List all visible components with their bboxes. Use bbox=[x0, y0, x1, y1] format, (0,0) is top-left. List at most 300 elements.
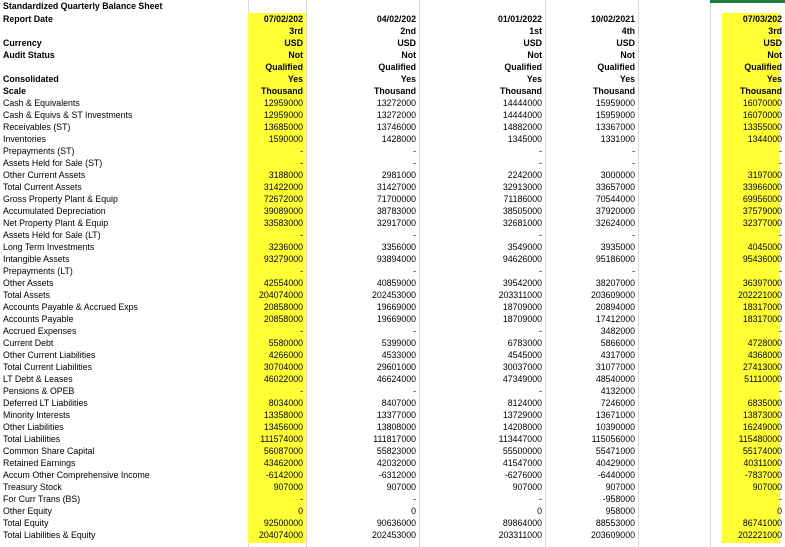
value-cell[interactable]: 8034000 bbox=[268, 398, 303, 408]
value-cell[interactable]: Thousand bbox=[739, 86, 782, 96]
value-cell[interactable]: 14444000 bbox=[502, 110, 542, 120]
value-cell[interactable]: 93279000 bbox=[263, 254, 303, 264]
value-cell[interactable]: 10390000 bbox=[595, 422, 635, 432]
data-row bbox=[0, 157, 785, 169]
row-label-accounts-payable[interactable]: Accounts Payable bbox=[3, 314, 74, 324]
value-cell[interactable]: 3356000 bbox=[381, 242, 416, 252]
row-label-prepayments-lt[interactable]: Prepayments (LT) bbox=[3, 266, 73, 276]
value-cell[interactable]: - bbox=[632, 266, 635, 276]
value-cell[interactable]: - bbox=[779, 230, 782, 240]
value-cell[interactable]: 3000000 bbox=[600, 170, 635, 180]
row-label-intangible-assets[interactable]: Intangible Assets bbox=[3, 254, 70, 264]
value-cell[interactable]: 202221000 bbox=[737, 290, 782, 300]
value-cell[interactable]: Yes bbox=[526, 74, 542, 84]
value-cell[interactable]: 13729000 bbox=[502, 410, 542, 420]
row-label-other-equity[interactable]: Other Equity bbox=[3, 506, 52, 516]
value-cell[interactable]: 13746000 bbox=[376, 122, 416, 132]
row-label-prepayments-st[interactable]: Prepayments (ST) bbox=[3, 146, 75, 156]
value-cell[interactable]: 13873000 bbox=[742, 410, 782, 420]
value-cell[interactable]: 14444000 bbox=[502, 98, 542, 108]
value-cell[interactable]: - bbox=[413, 158, 416, 168]
data-row bbox=[0, 385, 785, 397]
value-cell[interactable]: 41547000 bbox=[502, 458, 542, 468]
row-label-inventories[interactable]: Inventories bbox=[3, 134, 47, 144]
value-cell[interactable]: -6142000 bbox=[265, 470, 303, 480]
data-row bbox=[0, 373, 785, 385]
value-cell[interactable]: 94626000 bbox=[502, 254, 542, 264]
value-cell[interactable]: 51110000 bbox=[744, 374, 782, 384]
value-cell[interactable]: 95436000 bbox=[742, 254, 782, 264]
value-cell[interactable]: 29601000 bbox=[376, 362, 416, 372]
value-cell[interactable]: - bbox=[300, 266, 303, 276]
value-cell[interactable]: 04/02/202 bbox=[376, 14, 416, 24]
value-cell[interactable]: Not bbox=[620, 50, 635, 60]
value-cell[interactable]: 3rd bbox=[768, 26, 782, 36]
value-cell[interactable]: 14208000 bbox=[502, 422, 542, 432]
value-cell[interactable]: - bbox=[779, 266, 782, 276]
value-cell[interactable]: 33657000 bbox=[595, 182, 635, 192]
value-cell[interactable]: 907000 bbox=[273, 482, 303, 492]
value-cell[interactable]: 111574000 bbox=[260, 434, 303, 444]
data-row bbox=[0, 337, 785, 349]
header-row bbox=[0, 85, 785, 97]
row-label-scale[interactable]: Scale bbox=[3, 86, 26, 96]
value-cell[interactable]: 71186000 bbox=[503, 194, 542, 204]
value-cell[interactable]: 40859000 bbox=[376, 278, 416, 288]
value-cell[interactable]: 32917000 bbox=[376, 218, 416, 228]
value-cell[interactable]: 907000 bbox=[605, 482, 635, 492]
data-row bbox=[0, 349, 785, 361]
value-cell[interactable]: 4th bbox=[621, 26, 635, 36]
data-row bbox=[0, 253, 785, 265]
value-cell[interactable]: 4728000 bbox=[747, 338, 782, 348]
value-cell[interactable]: 92500000 bbox=[263, 518, 303, 528]
value-cell[interactable]: - bbox=[300, 386, 303, 396]
value-cell[interactable]: 4266000 bbox=[268, 350, 303, 360]
value-cell[interactable]: - bbox=[300, 146, 303, 156]
data-row bbox=[0, 457, 785, 469]
value-cell[interactable]: 30037000 bbox=[502, 362, 542, 372]
value-cell[interactable]: - bbox=[413, 386, 416, 396]
value-cell[interactable]: - bbox=[413, 326, 416, 336]
value-cell[interactable]: - bbox=[300, 158, 303, 168]
value-cell[interactable]: 14882000 bbox=[502, 122, 542, 132]
header-row bbox=[0, 73, 785, 85]
value-cell[interactable]: 4368000 bbox=[747, 350, 782, 360]
value-cell[interactable]: 13272000 bbox=[376, 110, 416, 120]
value-cell[interactable]: 15959000 bbox=[595, 98, 635, 108]
value-cell[interactable]: 0 bbox=[298, 506, 303, 516]
value-cell[interactable]: -6276000 bbox=[504, 470, 542, 480]
data-row bbox=[0, 217, 785, 229]
data-row bbox=[0, 277, 785, 289]
value-cell[interactable]: 16249000 bbox=[742, 422, 782, 432]
data-row bbox=[0, 301, 785, 313]
value-cell[interactable]: - bbox=[539, 266, 542, 276]
value-cell[interactable]: 56087000 bbox=[263, 446, 303, 456]
data-row bbox=[0, 229, 785, 241]
value-cell[interactable]: 3549000 bbox=[507, 242, 542, 252]
value-cell[interactable]: Yes bbox=[619, 74, 635, 84]
value-cell[interactable]: 4533000 bbox=[381, 350, 416, 360]
value-cell[interactable]: 12959000 bbox=[263, 98, 303, 108]
value-cell[interactable]: - bbox=[632, 158, 635, 168]
value-cell[interactable]: 70544000 bbox=[595, 194, 635, 204]
value-cell[interactable]: 7246000 bbox=[600, 398, 635, 408]
row-label-assets-held-for-sale-lt[interactable]: Assets Held for Sale (LT) bbox=[3, 230, 101, 240]
value-cell[interactable]: 18709000 bbox=[502, 302, 542, 312]
value-cell[interactable]: Qualified bbox=[504, 62, 542, 72]
row-label-other-liabilities[interactable]: Other Liabilities bbox=[3, 422, 64, 432]
value-cell[interactable]: 37579000 bbox=[742, 206, 782, 216]
row-label-cash-equivs-st-investments[interactable]: Cash & Equivs & ST Investments bbox=[3, 110, 133, 120]
value-cell[interactable]: - bbox=[300, 230, 303, 240]
value-cell[interactable]: 115056000 bbox=[591, 434, 635, 444]
value-cell[interactable]: 32681000 bbox=[502, 218, 542, 228]
value-cell[interactable]: 71700000 bbox=[376, 194, 416, 204]
value-cell[interactable]: - bbox=[539, 326, 542, 336]
row-label-cash-equivalents[interactable]: Cash & Equivalents bbox=[3, 98, 80, 108]
data-row bbox=[0, 121, 785, 133]
data-row bbox=[0, 493, 785, 505]
value-cell[interactable]: 1345000 bbox=[507, 134, 542, 144]
value-cell[interactable]: 115480000 bbox=[738, 434, 782, 444]
value-cell[interactable]: 13377000 bbox=[376, 410, 416, 420]
value-cell[interactable]: 1344000 bbox=[747, 134, 782, 144]
value-cell[interactable]: 203609000 bbox=[590, 530, 635, 540]
value-cell[interactable]: - bbox=[539, 386, 542, 396]
value-cell[interactable]: - bbox=[300, 494, 303, 504]
value-cell[interactable]: -6312000 bbox=[378, 470, 416, 480]
row-label-long-term-investments[interactable]: Long Term Investments bbox=[3, 242, 95, 252]
value-cell[interactable]: 111817000 bbox=[373, 434, 416, 444]
value-cell[interactable]: 4045000 bbox=[747, 242, 782, 252]
value-cell[interactable]: 202453000 bbox=[371, 530, 416, 540]
value-cell[interactable]: Qualified bbox=[378, 62, 416, 72]
data-row bbox=[0, 481, 785, 493]
value-cell[interactable]: - bbox=[632, 230, 635, 240]
value-cell[interactable]: 07/02/202 bbox=[263, 14, 303, 24]
value-cell[interactable]: 113447000 bbox=[498, 434, 542, 444]
value-cell[interactable]: - bbox=[539, 494, 542, 504]
row-label-consolidated[interactable]: Consolidated bbox=[3, 74, 59, 84]
value-cell[interactable]: 6783000 bbox=[507, 338, 542, 348]
value-cell[interactable]: 27413000 bbox=[742, 362, 782, 372]
row-label-deferred-lt-liabilities[interactable]: Deferred LT Liabilities bbox=[3, 398, 88, 408]
value-cell[interactable]: 90636000 bbox=[376, 518, 416, 528]
value-cell[interactable]: 42032000 bbox=[376, 458, 416, 468]
value-cell[interactable]: 5580000 bbox=[268, 338, 303, 348]
value-cell[interactable]: - bbox=[779, 146, 782, 156]
row-label-total-liabilities[interactable]: Total Liabilities bbox=[3, 434, 61, 444]
value-cell[interactable]: 5866000 bbox=[600, 338, 635, 348]
value-cell[interactable]: 203311000 bbox=[498, 530, 542, 540]
value-cell[interactable]: USD bbox=[397, 38, 416, 48]
value-cell[interactable]: 13355000 bbox=[742, 122, 782, 132]
value-cell[interactable]: 907000 bbox=[752, 482, 782, 492]
value-cell[interactable]: 202221000 bbox=[737, 530, 782, 540]
value-cell[interactable]: 13358000 bbox=[263, 410, 303, 420]
value-cell[interactable]: 3197000 bbox=[747, 170, 782, 180]
value-cell[interactable]: 18317000 bbox=[742, 302, 782, 312]
value-cell[interactable]: 8407000 bbox=[381, 398, 416, 408]
row-label-accrued-expenses[interactable]: Accrued Expenses bbox=[3, 326, 77, 336]
row-label-accum-other-comprehensive-income[interactable]: Accum Other Comprehensive Income bbox=[3, 470, 150, 480]
row-label-accumulated-depreciation[interactable]: Accumulated Depreciation bbox=[3, 206, 106, 216]
value-cell[interactable]: 07/03/202 bbox=[742, 14, 782, 24]
value-cell[interactable]: 18709000 bbox=[502, 314, 542, 324]
value-cell[interactable]: 1st bbox=[529, 26, 542, 36]
value-cell[interactable]: 46624000 bbox=[376, 374, 416, 384]
value-cell[interactable]: - bbox=[779, 158, 782, 168]
value-cell[interactable]: - bbox=[413, 494, 416, 504]
header-row bbox=[0, 37, 785, 49]
value-cell[interactable]: 13456000 bbox=[263, 422, 303, 432]
value-cell[interactable]: Qualified bbox=[597, 62, 635, 72]
value-cell[interactable]: - bbox=[779, 494, 782, 504]
value-cell[interactable]: 32624000 bbox=[595, 218, 635, 228]
value-cell[interactable]: 2242000 bbox=[507, 170, 542, 180]
value-cell[interactable]: 1590000 bbox=[268, 134, 303, 144]
value-cell[interactable]: 17412000 bbox=[595, 314, 635, 324]
data-row bbox=[0, 505, 785, 517]
value-cell[interactable]: 47349000 bbox=[502, 374, 542, 384]
value-cell[interactable]: 20894000 bbox=[595, 302, 635, 312]
row-label-total-current-assets[interactable]: Total Current Assets bbox=[3, 182, 82, 192]
row-label-common-share-capital[interactable]: Common Share Capital bbox=[3, 446, 95, 456]
value-cell[interactable]: 203609000 bbox=[590, 290, 635, 300]
value-cell[interactable]: - bbox=[539, 146, 542, 156]
value-cell[interactable]: - bbox=[413, 230, 416, 240]
value-cell[interactable]: 32913000 bbox=[502, 182, 542, 192]
value-cell[interactable]: -6440000 bbox=[597, 470, 635, 480]
value-cell[interactable]: Thousand bbox=[499, 86, 542, 96]
row-label-total-current-liabilities[interactable]: Total Current Liabilities bbox=[3, 362, 92, 372]
value-cell[interactable]: 5399000 bbox=[381, 338, 416, 348]
sheet-title-row bbox=[0, 0, 785, 13]
value-cell[interactable]: 30704000 bbox=[263, 362, 303, 372]
row-label-gross-property-plant-equip[interactable]: Gross Property Plant & Equip bbox=[3, 194, 118, 204]
value-cell[interactable]: 46022000 bbox=[263, 374, 303, 384]
value-cell[interactable]: Yes bbox=[400, 74, 416, 84]
value-cell[interactable]: 93894000 bbox=[376, 254, 416, 264]
value-cell[interactable]: 1331000 bbox=[600, 134, 635, 144]
value-cell[interactable]: -7837000 bbox=[744, 470, 782, 480]
value-cell[interactable]: 15959000 bbox=[595, 110, 635, 120]
value-cell[interactable]: Not bbox=[401, 50, 416, 60]
value-cell[interactable]: 19669000 bbox=[376, 314, 416, 324]
value-cell[interactable]: 43462000 bbox=[263, 458, 303, 468]
value-cell[interactable]: Not bbox=[288, 50, 303, 60]
data-row bbox=[0, 433, 785, 445]
value-cell[interactable]: 907000 bbox=[386, 482, 416, 492]
data-row bbox=[0, 265, 785, 277]
value-cell[interactable]: Qualified bbox=[744, 62, 782, 72]
value-cell[interactable]: 36397000 bbox=[742, 278, 782, 288]
value-cell[interactable]: 3935000 bbox=[600, 242, 635, 252]
value-cell[interactable]: 6835000 bbox=[747, 398, 782, 408]
value-cell[interactable]: 55823000 bbox=[376, 446, 416, 456]
value-cell[interactable]: USD bbox=[284, 38, 303, 48]
value-cell[interactable]: Not bbox=[767, 50, 782, 60]
value-cell[interactable]: 40311000 bbox=[743, 458, 782, 468]
value-cell[interactable]: 01/01/2022 bbox=[497, 14, 542, 24]
value-cell[interactable]: - bbox=[779, 326, 782, 336]
row-label-total-equity[interactable]: Total Equity bbox=[3, 518, 49, 528]
data-row bbox=[0, 169, 785, 181]
value-cell[interactable]: 8124000 bbox=[507, 398, 542, 408]
data-row bbox=[0, 109, 785, 121]
value-cell[interactable]: 203311000 bbox=[498, 290, 542, 300]
value-cell[interactable]: 37920000 bbox=[595, 206, 635, 216]
row-label-report-date[interactable]: Report Date bbox=[3, 14, 53, 24]
value-cell[interactable]: 958000 bbox=[605, 506, 635, 516]
value-cell[interactable]: 16070000 bbox=[742, 110, 782, 120]
value-cell[interactable]: 18317000 bbox=[742, 314, 782, 324]
row-label-minority-interests[interactable]: Minority Interests bbox=[3, 410, 70, 420]
row-label-total-assets[interactable]: Total Assets bbox=[3, 290, 50, 300]
value-cell[interactable]: 69956000 bbox=[742, 194, 782, 204]
value-cell[interactable]: 0 bbox=[411, 506, 416, 516]
data-row bbox=[0, 313, 785, 325]
value-cell[interactable]: 39089000 bbox=[263, 206, 303, 216]
value-cell[interactable]: 13808000 bbox=[376, 422, 416, 432]
value-cell[interactable]: 42554000 bbox=[263, 278, 303, 288]
value-cell[interactable]: 13367000 bbox=[595, 122, 635, 132]
data-row bbox=[0, 445, 785, 457]
value-cell[interactable]: 3236000 bbox=[268, 242, 303, 252]
data-row bbox=[0, 529, 785, 541]
value-cell[interactable]: -958000 bbox=[602, 494, 635, 504]
data-row bbox=[0, 181, 785, 193]
value-cell[interactable]: 20858000 bbox=[263, 314, 303, 324]
value-cell[interactable]: 204074000 bbox=[258, 530, 303, 540]
data-row bbox=[0, 469, 785, 481]
value-cell[interactable]: 13671000 bbox=[595, 410, 635, 420]
data-row bbox=[0, 397, 785, 409]
row-label-total-liabilities-equity[interactable]: Total Liabilities & Equity bbox=[3, 530, 96, 540]
value-cell[interactable]: 31422000 bbox=[263, 182, 303, 192]
value-cell[interactable]: 33966000 bbox=[742, 182, 782, 192]
value-cell[interactable]: Not bbox=[527, 50, 542, 60]
row-label-other-assets[interactable]: Other Assets bbox=[3, 278, 54, 288]
value-cell[interactable]: USD bbox=[763, 38, 782, 48]
value-cell[interactable]: - bbox=[779, 386, 782, 396]
value-cell[interactable]: 3188000 bbox=[268, 170, 303, 180]
value-cell[interactable]: 55471000 bbox=[595, 446, 635, 456]
row-label-accounts-payable-accrued-exps[interactable]: Accounts Payable & Accrued Exps bbox=[3, 302, 138, 312]
row-label-audit-status[interactable]: Audit Status bbox=[3, 50, 55, 60]
row-label-other-current-liabilities[interactable]: Other Current Liabilities bbox=[3, 350, 96, 360]
value-cell[interactable]: 40429000 bbox=[595, 458, 635, 468]
value-cell[interactable]: 33583000 bbox=[263, 218, 303, 228]
row-label-lt-debt-leases[interactable]: LT Debt & Leases bbox=[3, 374, 73, 384]
value-cell[interactable]: - bbox=[632, 146, 635, 156]
value-cell[interactable]: 19669000 bbox=[376, 302, 416, 312]
row-label-for-curr-trans-bs[interactable]: For Curr Trans (BS) bbox=[3, 494, 81, 504]
value-cell[interactable]: 55174000 bbox=[742, 446, 782, 456]
value-cell[interactable]: - bbox=[413, 146, 416, 156]
value-cell[interactable]: USD bbox=[523, 38, 542, 48]
value-cell[interactable]: Thousand bbox=[373, 86, 416, 96]
value-cell[interactable]: USD bbox=[616, 38, 635, 48]
value-cell[interactable]: 204074000 bbox=[258, 290, 303, 300]
row-label-empty[interactable] bbox=[0, 61, 248, 73]
value-cell[interactable]: - bbox=[413, 266, 416, 276]
data-row bbox=[0, 205, 785, 217]
row-label-net-property-plant-equip[interactable]: Net Property Plant & Equip bbox=[3, 218, 109, 228]
value-cell[interactable]: 2981000 bbox=[381, 170, 416, 180]
value-cell[interactable]: 4132000 bbox=[600, 386, 635, 396]
value-cell[interactable]: - bbox=[539, 230, 542, 240]
value-cell[interactable]: 39542000 bbox=[502, 278, 542, 288]
value-cell[interactable]: 20858000 bbox=[263, 302, 303, 312]
value-cell[interactable]: 4317000 bbox=[600, 350, 635, 360]
value-cell[interactable]: Yes bbox=[287, 74, 303, 84]
value-cell[interactable]: 3482000 bbox=[600, 326, 635, 336]
value-cell[interactable]: 31077000 bbox=[595, 362, 635, 372]
data-row bbox=[0, 517, 785, 529]
value-cell[interactable]: 13685000 bbox=[263, 122, 303, 132]
value-cell[interactable]: 1428000 bbox=[381, 134, 416, 144]
value-cell[interactable]: Qualified bbox=[265, 62, 303, 72]
value-cell[interactable]: 10/02/2021 bbox=[590, 14, 635, 24]
value-cell[interactable]: 31427000 bbox=[376, 182, 416, 192]
value-cell[interactable]: Thousand bbox=[260, 86, 303, 96]
row-label-assets-held-for-sale-st[interactable]: Assets Held for Sale (ST) bbox=[3, 158, 103, 168]
data-row bbox=[0, 97, 785, 109]
value-cell[interactable]: 0 bbox=[537, 506, 542, 516]
sheet-title[interactable]: Standardized Quarterly Balance Sheet bbox=[3, 1, 163, 11]
row-label-pensions-opeb[interactable]: Pensions & OPEB bbox=[3, 386, 75, 396]
value-cell[interactable]: 12959000 bbox=[263, 110, 303, 120]
value-cell[interactable]: 202453000 bbox=[371, 290, 416, 300]
value-cell[interactable]: 32377000 bbox=[742, 218, 782, 228]
row-label-treasury-stock[interactable]: Treasury Stock bbox=[3, 482, 62, 492]
value-cell[interactable]: Thousand bbox=[592, 86, 635, 96]
row-label-empty[interactable] bbox=[0, 25, 248, 37]
value-cell[interactable]: 72672000 bbox=[263, 194, 303, 204]
value-cell[interactable]: - bbox=[300, 326, 303, 336]
value-cell[interactable]: 38207000 bbox=[595, 278, 635, 288]
value-cell[interactable]: 95186000 bbox=[595, 254, 635, 264]
value-cell[interactable]: 3rd bbox=[289, 26, 303, 36]
value-cell[interactable]: 4545000 bbox=[507, 350, 542, 360]
row-label-retained-earnings[interactable]: Retained Earnings bbox=[3, 458, 76, 468]
value-cell[interactable]: 38505000 bbox=[502, 206, 542, 216]
row-label-other-current-assets[interactable]: Other Current Assets bbox=[3, 170, 86, 180]
header-row bbox=[0, 13, 785, 25]
value-cell[interactable]: 2nd bbox=[400, 26, 416, 36]
value-cell[interactable]: 89864000 bbox=[502, 518, 542, 528]
row-label-currency[interactable]: Currency bbox=[3, 38, 42, 48]
value-cell[interactable]: Yes bbox=[766, 74, 782, 84]
data-row bbox=[0, 133, 785, 145]
value-cell[interactable]: 86741000 bbox=[742, 518, 782, 528]
value-cell[interactable]: 13272000 bbox=[376, 98, 416, 108]
value-cell[interactable]: - bbox=[539, 158, 542, 168]
value-cell[interactable]: 55500000 bbox=[502, 446, 542, 456]
row-label-receivables-st[interactable]: Receivables (ST) bbox=[3, 122, 71, 132]
row-label-current-debt[interactable]: Current Debt bbox=[3, 338, 54, 348]
value-cell[interactable]: 38783000 bbox=[376, 206, 416, 216]
data-row bbox=[0, 241, 785, 253]
value-cell[interactable]: 907000 bbox=[512, 482, 542, 492]
value-cell[interactable]: 88553000 bbox=[595, 518, 635, 528]
value-cell[interactable]: 48540000 bbox=[595, 374, 635, 384]
value-cell[interactable]: 0 bbox=[777, 506, 782, 516]
value-cell[interactable]: 16070000 bbox=[742, 98, 782, 108]
